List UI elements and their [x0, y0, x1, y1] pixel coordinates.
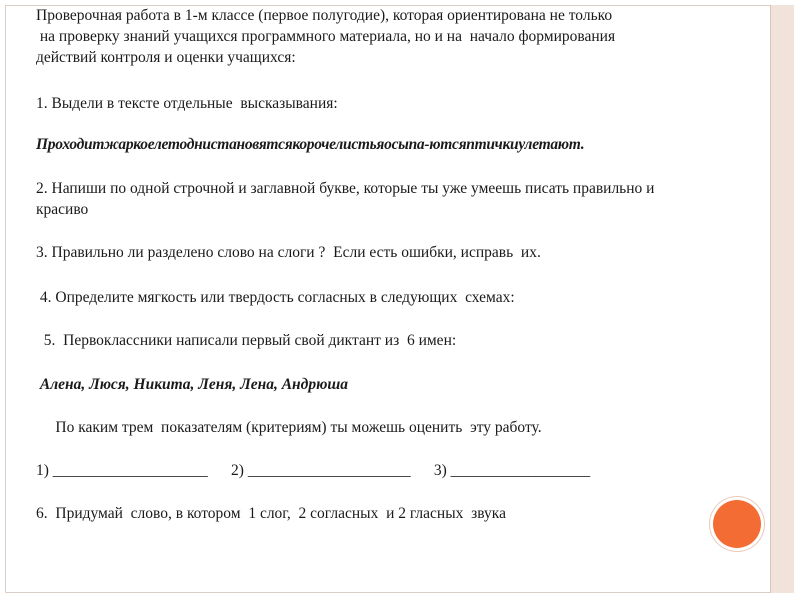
task-5-names: Алена, Люся, Никита, Леня, Лена, Андрюша: [36, 376, 349, 393]
task-3: 3. Правильно ли разделено слово на слоги ? Если есть ошибки, исправь их.: [36, 244, 541, 261]
decorative-orange-circle: [713, 500, 761, 548]
task-2-line-1: 2. Напиши по одной строчной и заглавной букве, которые ты уже умеешь писать правильно и: [36, 180, 655, 197]
decorative-side-bar: [770, 5, 794, 593]
task-1: 1. Выдели в тексте отдельные высказывания:: [36, 95, 338, 112]
task-2-line-2: красиво: [36, 201, 89, 218]
task-5-answer-lines: 1) ____________________ 2) _____________________ 3) __________________: [36, 462, 591, 479]
intro-line-1: Проверочная работа в 1-м классе (первое полугодие), которая ориентирована не только: [36, 7, 613, 24]
task-5-criteria-question: По каким трем показателям (критериям) ты можешь оценить эту работу.: [36, 419, 542, 436]
intro-line-2: на проверку знаний учащихся программного материала, но и на начало формирования: [36, 28, 616, 45]
task-1-merged-text: Проходитжаркоелетоднистановятсякорочелистьяосыпа-ютсяптичкиулетают.: [36, 136, 585, 153]
task-5: 5. Первоклассники написали первый свой диктант из 6 имен:: [36, 332, 457, 349]
intro-line-3: действий контроля и оценки учащихся:: [36, 49, 296, 66]
task-6: 6. Придумай слово, в котором 1 слог, 2 согласных и 2 гласных звука: [36, 505, 506, 522]
task-4: 4. Определите мягкость или твердость согласных в следующих схемах:: [36, 289, 515, 306]
